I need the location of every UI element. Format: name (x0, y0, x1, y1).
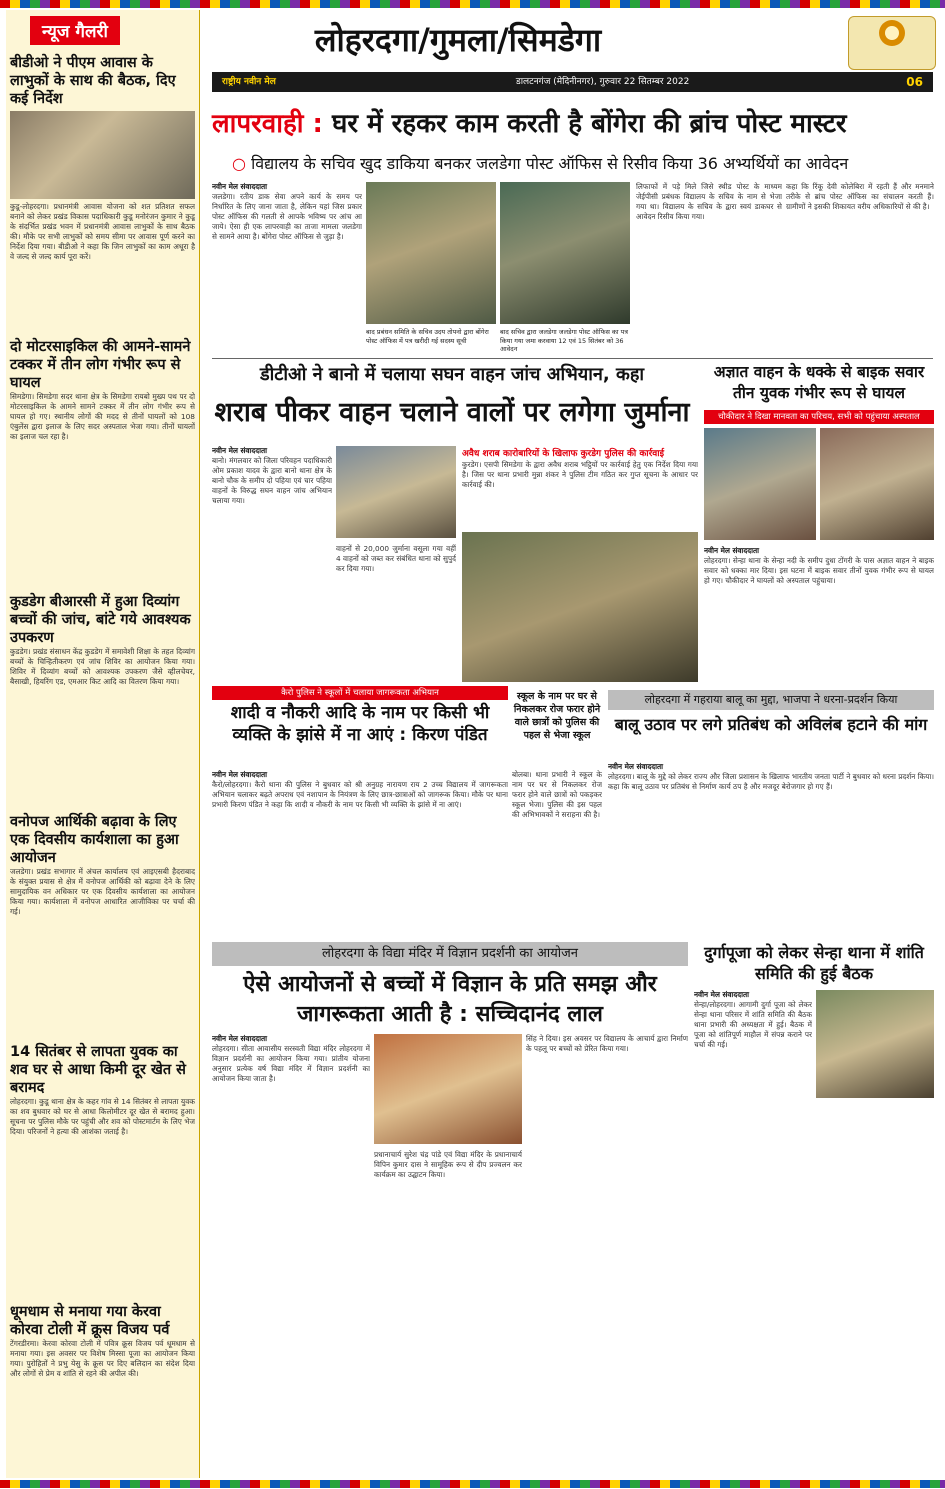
kiran-redbar: कैरो पुलिस ने स्कूलों में चलाया जागरूकता अभियान (212, 686, 508, 700)
sidebar-headline-5: 14 सितंबर से लापता युवक का शव घर से आधा किमी दूर खेत से बरामद (10, 1044, 186, 1096)
accident-body (704, 546, 934, 682)
sidebar-headline-3: कुडडेग बीआरसी में हुआ दिव्यांग बच्चों की जांच, बांटे गये आवश्यक उपकरण (10, 594, 191, 646)
lead-headline-text: घर में रहकर काम करती है बोंगेरा की ब्रांच पोस्ट मास्टर (332, 109, 847, 139)
durga-byline: नवीन मेल संवाददाता (694, 990, 750, 999)
dto-kicker: डीटीओ ने बानो में चलाया सघन वाहन जांच अभियान, कहा (259, 364, 645, 385)
lead-kicker: लापरवाही : (212, 109, 323, 139)
news-gallery-sidebar (6, 10, 200, 1478)
kurdeg-police-body: कुरडेग। एसपी सिमडेगा के द्वारा अवैध शराब भट्ठियों पर कार्रवाई हेतु एक निर्देश दिया गया है। जिस पर थाना प्रभारी मुन्ना शंकर ने पुलिस टीम गठित कर गुप्त सूचना के आधार पर कार्रवाई की। (462, 460, 698, 489)
sand-byline: नवीन मेल संवाददाता (608, 762, 664, 771)
dateline-bar (212, 72, 933, 92)
liquor-raid-photo (462, 532, 698, 682)
dateline-text: डालटनगंज (मेदिनीनगर), गुरुवार 22 सितम्बर 2022 (515, 77, 690, 87)
kiran-headline: शादी व नौकरी आदि के नाम पर किसी भी व्यक्ति के झांसे में ना आएं : किरण पंडित (230, 703, 490, 745)
main-area (208, 10, 939, 1478)
accident-redbar: चौकीदार ने दिखा मानवता का परिचय, सभी को पहुंचाया अस्पताल (704, 410, 934, 424)
lead-body-1: जलडेगा। रतीय डाक सेवा अपने कार्य के समय पर निर्धारित के लिए जाना जाता है, लेकिन यहां जिस प्रकार पोस्ट ऑफिस की गलती से आपके भविष्य पर आंच आ जाये। ऐसा ही एक लापरवाही का ताजा मामला जलडेगा से सामने आया है। बोंगेरा पोस्ट ऑफिस से जुड़ा है। (212, 192, 362, 241)
top-color-border (0, 0, 945, 8)
lead-headline (212, 104, 933, 140)
sidebar-headline-1: बीडीओ ने पीएम आवास के लाभुकों के साथ की बैठक, दिए कई निर्देश (10, 55, 176, 107)
sand-headline: बालू उठाव पर लगे प्रतिबंध को अविलंब हटाने की मांग (614, 715, 928, 734)
logo-emblem-icon (862, 17, 922, 49)
science-exhibition-photo (374, 1034, 522, 1144)
durga-body-1 (694, 990, 812, 1454)
page-number: 06 (906, 75, 923, 89)
sand-graybar: लोहरदगा में गहराया बालू का मुद्दा, भाजपा ने धरना-प्रदर्शन किया (608, 690, 934, 710)
newspaper-logo (848, 16, 936, 70)
sidebar-headline-2: दो मोटरसाइकिल की आमने-सामने टक्कर में तीन लोग गंभीर रूप से घायल (10, 339, 191, 391)
school-headline: स्कूल के नाम पर घर से निकलकर रोज फरार होने वाले छात्रों को पुलिस की पहल से भेजा स्कूल (513, 691, 601, 741)
durga-headline: दुर्गापूजा को लेकर सेन्हा थाना में शांति समिति की हुई बैठक (704, 943, 924, 983)
kiran-body (212, 770, 508, 938)
bottom-color-border (0, 1480, 945, 1488)
kurdeg-police-subhead: अवैध शराब कारोबारियों के खिलाफ कुरडेग पुलिस की कार्रवाई (462, 449, 665, 459)
sidebar-body-2: सिमडेगा। सिमडेगा सदर थाना क्षेत्र के सिमडेगा रायबो मुख्य पथ पर दो मोटरसाइकिल के आमने सामने टक्कर में तीन लोग गंभीर रूप से घायल हो गए। स्थानीय लोगों की मदद से तीनों घायलों को 108 एंबुलेंस द्वारा इलाज के लिए सदर अस्पताल भेजा गया। तीनों घायलों का इलाज चल रहा है। (10, 392, 195, 442)
sidebar-headline-6: धूमधाम से मनाया गया केरवा कोरवा टोली में क्रूस विजय पर्व (10, 1304, 170, 1338)
post-office-photo-2 (500, 182, 630, 324)
vehicle-check-photo (336, 446, 456, 538)
dto-byline: नवीन मेल संवाददाता (212, 446, 268, 455)
sidebar-body-4: जलडेगा। प्रखंड सभागार में अंचल कार्यालय एवं आइएसबी हैदराबाद के संयुक्त प्रयास से क्षेत्र में वनोपज आर्थिकी को बढ़ावा देने के लिए सामुदायिक वन अधिकार पर एक दिवसीय कार्यशाला का आयोजन किया गया। कार्यशाला में वनोपज आधारित आजीविका पर चर्चा की गई। (10, 867, 195, 917)
lead-column-1 (212, 182, 362, 354)
dto-column-2: वाहनों से 20,000 जुर्माना वसूला गया वहीं 4 वाहनों को जब्त कर संबंधित थाना को सुपुर्द कर दिया गया। (336, 544, 456, 573)
science-graybar: लोहरदगा के विद्या मंदिर में विज्ञान प्रदर्शनी का आयोजन (212, 942, 688, 966)
accident-photo-2 (820, 428, 934, 540)
divider (212, 358, 933, 359)
sand-body (608, 762, 934, 938)
news-gallery-banner: न्यूज गैलरी (30, 16, 120, 45)
science-column-3: सिंह ने दिया। इस अवसर पर विद्यालय के आचार्य द्वारा निर्माण के पहलू पर बच्चों को प्रेरित किया गया। (526, 1034, 688, 1053)
lead-subheadline-text: विद्यालय के सचिव खुद डाकिया बनकर जलडेगा पोस्ट ऑफिस से रिसीव किया 36 अभ्यर्थियों का आवेदन (251, 154, 849, 173)
post-office-photo-1 (366, 182, 496, 324)
photo-caption-2: बाद सचिव द्वारा जलडेगा जलडेगा पोस्ट ऑफिस का पत्र किया गया जमा करवाया 12 एवं 15 सितंबर को 36 आवेदन (500, 328, 628, 353)
science-column-2: प्रधानाचार्य सुरेश चंद्र पांडे एवं विद्या मंदिर के प्रधानाचार्य विपिन कुमार दास ने सामूहिक रूप से दीप प्रज्वलन कर कार्यक्रम का उद्घाटन किया। (374, 1150, 522, 1179)
durga-body-text: सेन्हा/लोहरदगा। आगामी दुर्गा पूजा को लेकर सेन्हा थाना परिसर में शांति समिति की बैठक थाना प्रभारी की अध्यक्षता में हुई। बैठक में पूजा को शांतिपूर्ण माहौल में संपन्न कराने पर चर्चा की गई। (694, 1000, 812, 1049)
photo-caption-1: बाद प्रबंधन समिति के सचिव उदय तोपनो द्वारा बोंगेरा पोस्ट ऑफिस में पत्र खरीदी गई सदस्य सूची (366, 328, 489, 345)
sidebar-body-3: कुडडेग। प्रखंड संसाधन केंद्र कुडडेग में समावेशी शिक्षा के तहत दिव्यांग बच्चों के चिन्हितीकरण एवं जांच शिविर का आयोजन किया गया। शिविर में दिव्यांग बच्चों को आवश्यक उपकरण जैसे व्हीलचेयर, बैसाखी, हियरिंग एड, एमआर किट आदि का वितरण किया गया। (10, 647, 195, 687)
accident-byline: नवीन मेल संवाददाता (704, 546, 760, 555)
lead-byline: नवीन मेल संवाददाता (212, 182, 268, 191)
kiran-body-text: कैरो/लोहरदगा। कैरो थाना की पुलिस ने बुधवार को श्री अनुग्रह नारायण राय 2 उच्च विद्यालय में जागरूकता अभियान चलाकर बढ़ते अपराध एवं नशापान के नियंत्रण के लिए छात्र-छात्राओं को जागरूक किया। मौके पर थाना प्रभारी किरण पंडित ने कहा कि शादी व नौकरी के नाम पर किसी भी व्यक्ति के झांसे में ना आएं। (212, 780, 508, 809)
bullet-circle-icon: ○ (232, 154, 246, 173)
lead-column-2: लिफाफों में पड़े मिले जिसे स्थीड पोस्ट के माध्यम जेईपीसी प्रबंधक विद्यालय के सचिव के नाम से भेजा गया था। विद्यालय के सचिव के द्वारा स्वयं डाकघर से आवेदन रिसीव किया गया। (636, 182, 782, 221)
science-body-1: लोहरदगा। सीता आवासीय सरस्वती विद्या मंदिर लोहरदगा में विज्ञान प्रदर्शनी का आयोजन किया गया। प्रांतीय योजना अनुसार प्रत्येक वर्ष विद्या मंदिर में विज्ञान प्रदर्शनी का आयोजन किया जाता है। (212, 1044, 370, 1083)
page-title: लोहरदगा/गुमला/सिमडेगा (314, 21, 602, 59)
dto-column-1 (212, 446, 332, 682)
durga-meeting-photo (816, 990, 934, 1098)
science-headline: ऐसे आयोजनों से बच्चों में विज्ञान के प्रति समझ और जागरूकता आती है : सच्चिदानंद लाल (243, 972, 657, 1027)
lead-subheadline (232, 152, 848, 174)
sidebar-body-6: टेंगरडीरमा। केरवा कोरवा टोली में पवित्र क्रूस विजय पर्व धूमधाम से मनाया गया। इस अवसर पर विशेष मिस्सा पूजा का आयोजन किया गया। पुरोहितों ने प्रभु येसु के क्रूस पर दिए बलिदान का संदेश दिया और लोगों से प्रेम व शांति से रहने की अपील की। (10, 1339, 195, 1379)
science-byline: नवीन मेल संवाददाता (212, 1034, 268, 1043)
dto-headline: शराब पीकर वाहन चलाने वालों पर लगेगा जुर्माना (214, 397, 690, 428)
kiran-byline: नवीन मेल संवाददाता (212, 770, 268, 779)
bdo-meeting-photo (10, 111, 195, 199)
sand-body-text: लोहरदगा। बालू के मुद्दे को लेकर राज्य और जिला प्रशासन के खिलाफ भारतीय जनता पार्टी ने बुधवार को धरना प्रदर्शन किया। कहा कि बालू उठाव पर प्रतिबंध से निर्माण कार्य ठप है और मजदूर बेरोजगार हो गए हैं। (608, 772, 934, 791)
accident-headline: अज्ञात वाहन के धक्के से बाइक सवार तीन युवक गंभीर रूप से घायल (713, 363, 925, 402)
lead-column-3: कहा कि रिंकू देवी कोलेबिरा में रहती हैं और मनमाने तरीके से ब्रांच पोस्ट ऑफिस का संचालन करती हैं। ग्रामीणों ने इसकी शिकायत वरीय अधिकारियों से की है। (786, 182, 934, 211)
school-body: बोलबा। थाना प्रभारी ने स्कूल के नाम पर घर से निकलकर रोज फरार होने वाले छात्रों को पकड़कर स्कूल भेजा। पुलिस की इस पहल की अभिभावकों ने सराहना की है। (512, 770, 602, 819)
sidebar-body-5: लोहरदगा। कुडू थाना क्षेत्र के कहर गांव से 14 सितंबर से लापता युवक का शव बुधवार को घर से आधा किलोमीटर दूर खेत से बरामद हुआ। सूचना पर पुलिस मौके पर पहुंची और शव को पोस्टमार्टम के लिए भेज दिया। परिजनों ने हत्या की आशंका जताई है। (10, 1097, 195, 1137)
dto-body-1: बानो। मंगलवार को जिला परिवहन पदाधिकारी ओम प्रकाश यादव के द्वारा बानो थाना क्षेत्र के बानो चौक के समीप दो पहिया एवं चार पहिया वाहनों के विरुद्ध सघन वाहन जांच अभियान चलाया गया। (212, 456, 332, 505)
accident-body-text: लोहरदगा। सेन्हा थाना के सेन्हा नदी के समीप दुधा टोंगरी के पास अज्ञात वाहन ने बाइक सवार को धक्का मार दिया। इस घटना में बाइक सवार तीनों युवक गंभीर रूप से घायल हो गए। चौकीदार ने घायलों को अस्पताल पहुंचाया। (704, 556, 934, 585)
science-column-1 (212, 1034, 370, 1454)
sidebar-headline-4: वनोपज आर्थिकी बढ़ावा के लिए एक दिवसीय कार्यशाला का हुआ आयोजन (10, 814, 179, 866)
accident-photo-1 (704, 428, 816, 540)
paper-name: राष्ट्रीय नवीन मेल (222, 77, 276, 87)
sidebar-body-1: कुडू-लोहरदगा। प्रधानमंत्री आवास योजना को शत प्रतिशत सफल बनाने को लेकर प्रखंड विकास पदाधिकारी कुडू मनोरंजन कुमार ने कुडू के संदर्भित प्रखंड भवन में प्रधानमंत्री आवास लाभुकों के साथ बैठक की। मौके पर सभी लाभुकों को समय सीमा पर आवास पूर्ण करने का निर्देश दिया गया। बीडीओ ने कहा कि जिन लाभुकों का काम अधूरा है वे जल्द से जल्द कार्य पूरा करें। (10, 202, 195, 262)
